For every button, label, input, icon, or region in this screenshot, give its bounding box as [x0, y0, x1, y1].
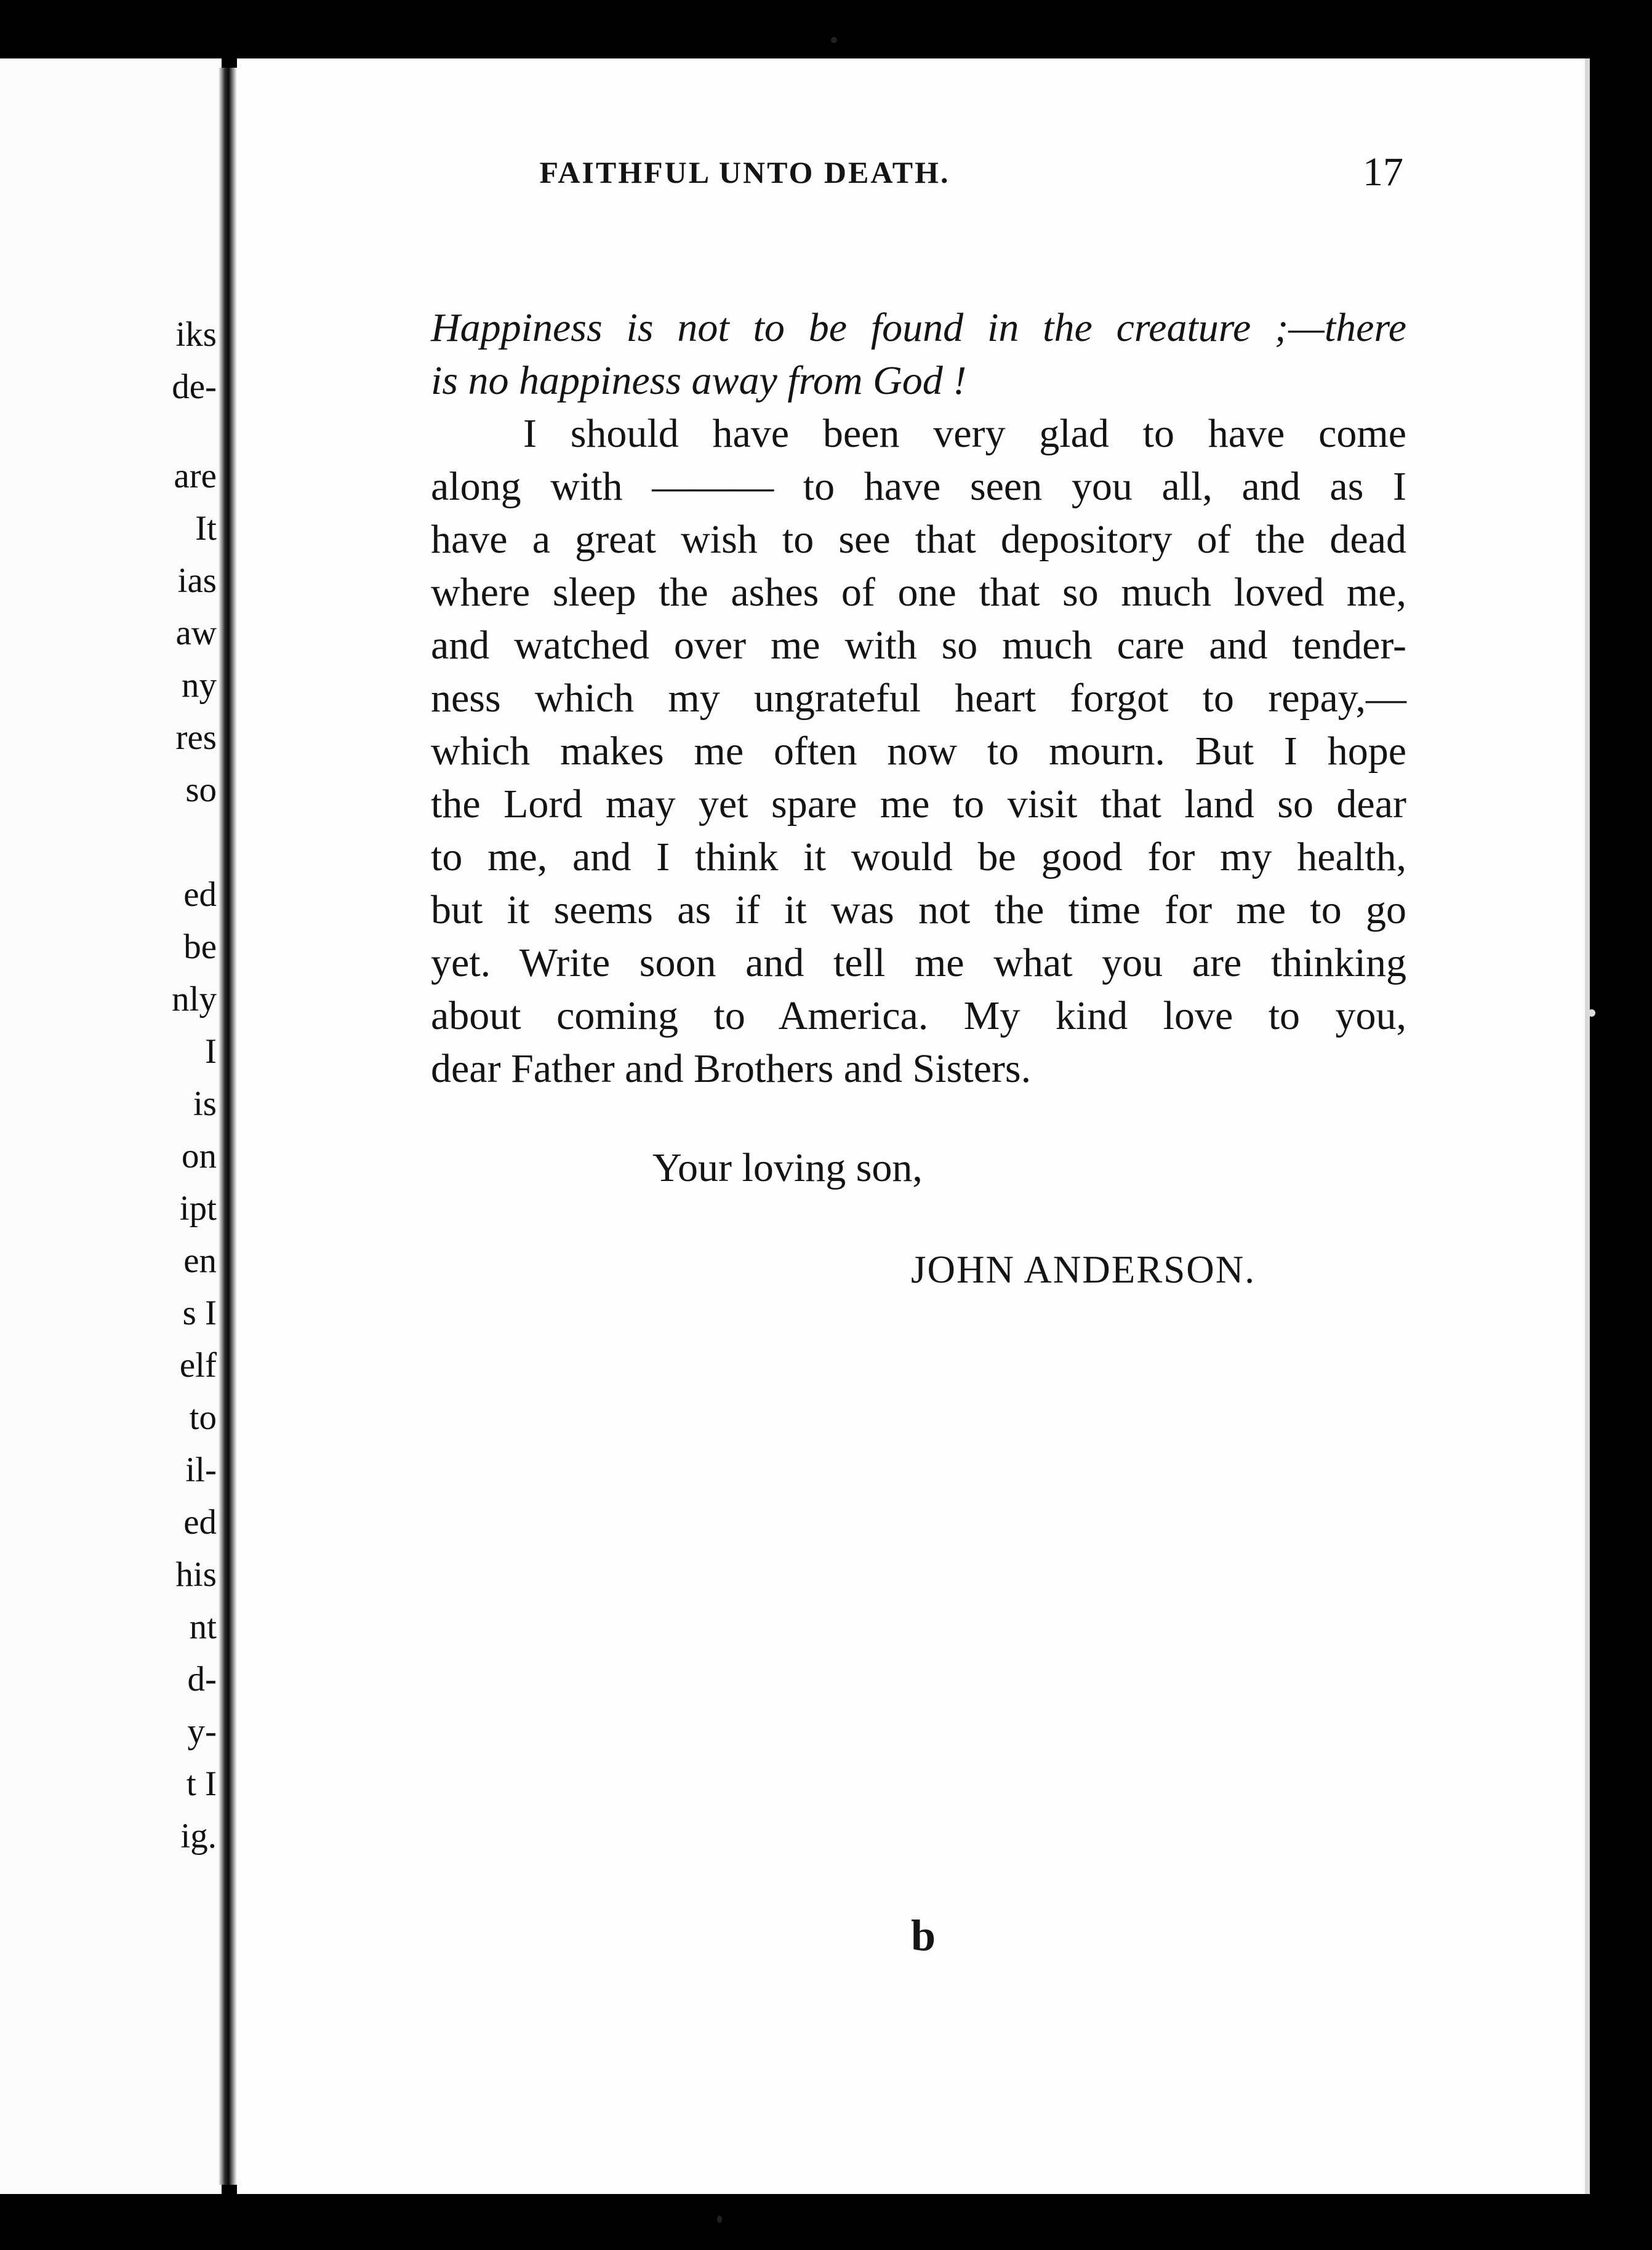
- previous-page-edge: [0, 58, 222, 2194]
- previous-page-fragment: I: [205, 1032, 217, 1071]
- scan-speck: [717, 2216, 722, 2223]
- previous-page-fragment: ny: [182, 666, 217, 705]
- signature: JOHN ANDERSON.: [911, 1248, 1256, 1291]
- previous-page-fragment: is: [193, 1084, 217, 1123]
- previous-page-fragment: It: [195, 509, 217, 548]
- text-line: Happiness is not to be found in the creature ;—there: [431, 305, 1406, 350]
- letter-body: [431, 302, 1406, 1095]
- text-line: I should have been very glad to have come: [523, 411, 1406, 456]
- previous-page-fragment: ed: [183, 1503, 217, 1542]
- text-line: yet. Write soon and tell me what you are thinking: [431, 940, 1406, 985]
- previous-page-fragment: to: [189, 1398, 217, 1437]
- previous-page-fragment: y-: [187, 1712, 217, 1751]
- scan-speck: [831, 37, 837, 43]
- previous-page-fragment: s I: [182, 1294, 217, 1332]
- text-line: along with ——— to have seen you all, and as I: [431, 464, 1406, 509]
- running-title: FAITHFUL UNTO DEATH.: [539, 155, 950, 190]
- previous-page-fragment: nly: [172, 980, 217, 1019]
- book-gutter: [219, 68, 237, 2185]
- previous-page-fragment: iks: [175, 315, 217, 354]
- previous-page-fragment: de-: [172, 367, 217, 406]
- scan-speck: [1588, 1009, 1595, 1017]
- text-line: where sleep the ashes of one that so much loved me,: [431, 570, 1406, 615]
- previous-page-fragment: so: [185, 771, 217, 809]
- text-line: is no happiness away from God !: [431, 358, 967, 403]
- signature-mark: b: [911, 1911, 936, 1960]
- running-head: [382, 148, 1416, 197]
- previous-page-fragment: ipt: [179, 1189, 217, 1228]
- previous-page-fragment: are: [174, 457, 217, 495]
- page-number: 17: [1363, 150, 1403, 194]
- text-line: dear Father and Brothers and Sisters.: [431, 1046, 1032, 1091]
- previous-page-fragment: elf: [179, 1346, 217, 1385]
- previous-page-fragment: en: [183, 1241, 217, 1280]
- previous-page-fragment: aw: [175, 614, 217, 652]
- previous-page-fragment: ed: [183, 875, 217, 914]
- previous-page-fragment: d-: [187, 1660, 217, 1699]
- previous-page-fragment: nt: [189, 1607, 217, 1646]
- text-line: to me, and I think it would be good for my health,: [431, 835, 1406, 879]
- text-line: ness which my ungrateful heart forgot to repay,—: [431, 676, 1406, 721]
- valediction: Your loving son,: [652, 1145, 923, 1190]
- previous-page-fragment: ias: [177, 561, 217, 600]
- previous-page-fragment: res: [175, 718, 217, 757]
- text-line: the Lord may yet spare me to visit that land so dear: [431, 782, 1406, 827]
- text-line: about coming to America. My kind love to you,: [431, 993, 1406, 1038]
- previous-page-fragment: be: [183, 927, 217, 966]
- text-line: and watched over me with so much care and tender-: [431, 623, 1406, 668]
- text-line: which makes me often now to mourn. But I hope: [431, 729, 1406, 774]
- previous-page-fragment: il-: [185, 1451, 217, 1489]
- previous-page-fragment: his: [175, 1555, 217, 1594]
- text-line: have a great wish to see that depository of the dead: [431, 517, 1406, 562]
- previous-page-fragment: ig.: [180, 1817, 217, 1856]
- text-line: but it seems as if it was not the time for me to go: [431, 887, 1406, 932]
- previous-page-fragment: t I: [186, 1764, 217, 1803]
- previous-page-fragment: on: [182, 1137, 217, 1175]
